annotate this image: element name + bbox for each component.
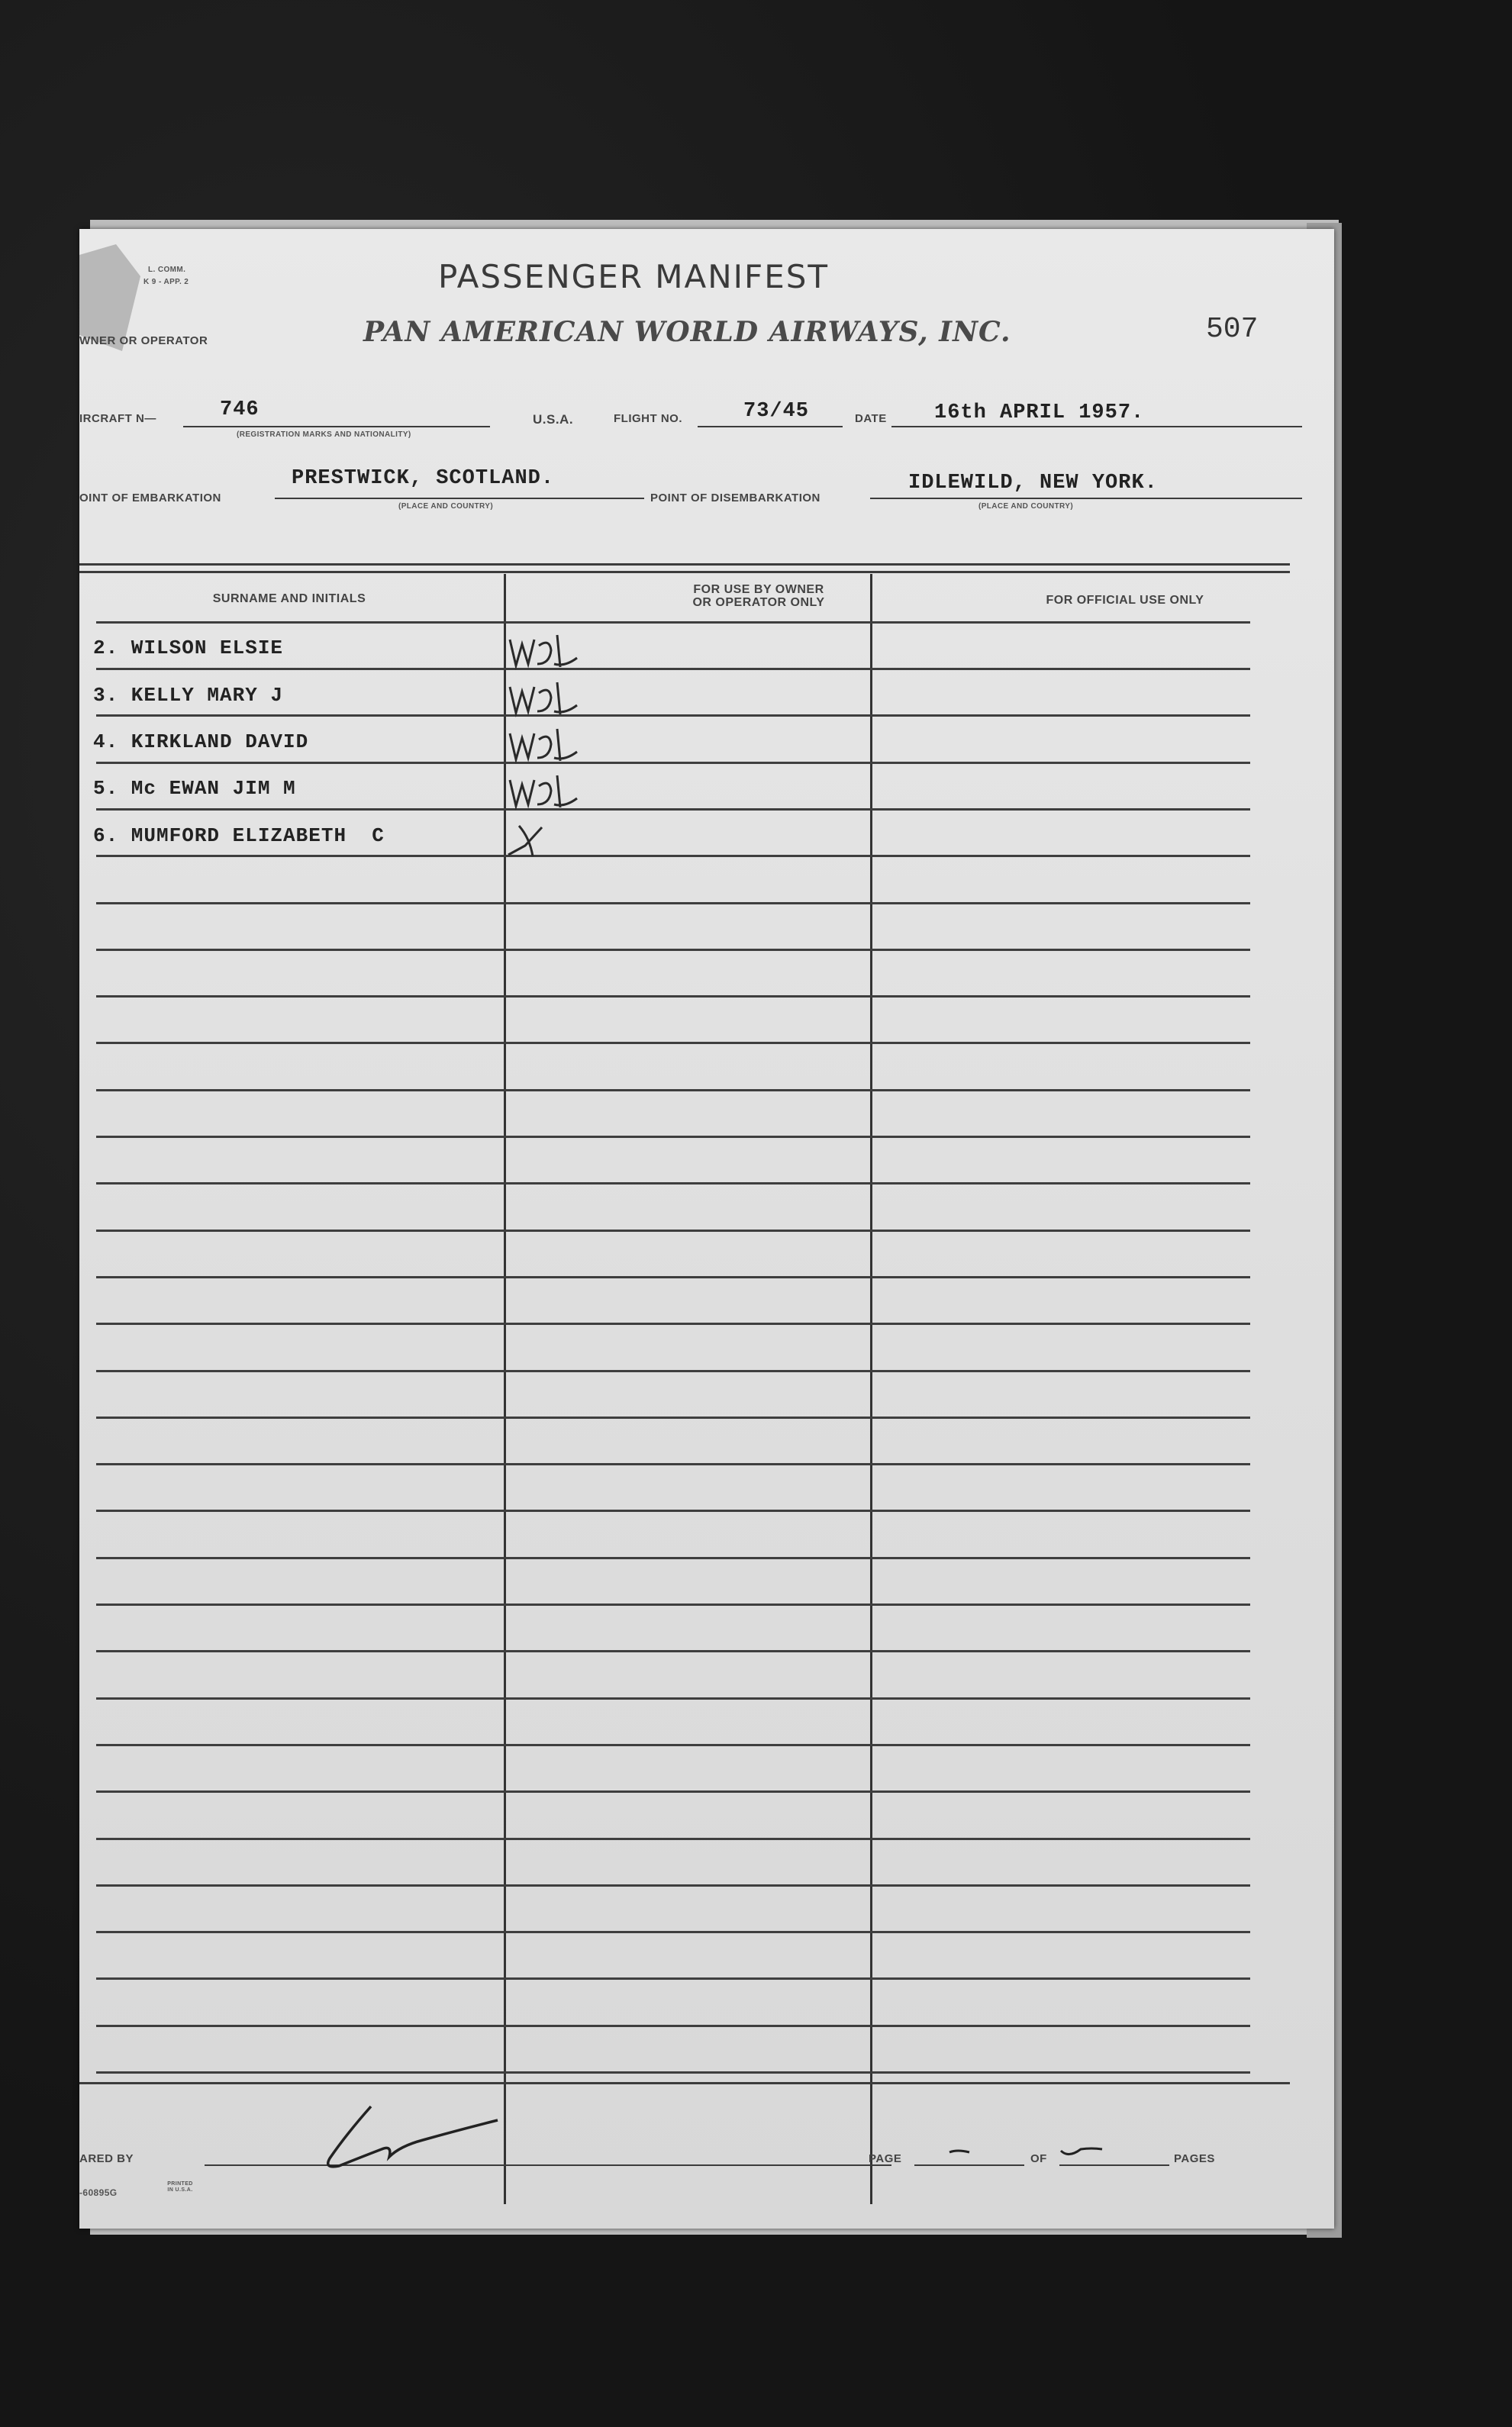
flight-value: 73/45 (743, 400, 810, 423)
table-row-line (96, 1276, 1250, 1278)
column-header-owner-use (583, 583, 934, 609)
of-label: OF (1030, 2152, 1047, 2165)
handwritten-initials-row-1 (504, 629, 588, 672)
form-code-line2: K 9 - APP. 2 (143, 278, 189, 286)
handwritten-page-marks (946, 2135, 1145, 2166)
date-value: 16th APRIL 1957. (934, 401, 1145, 424)
flight-label: FLIGHT NO. (614, 412, 682, 425)
table-row-line (96, 1697, 1250, 1700)
aircraft-label: IRCRAFT N— (79, 412, 156, 425)
table-row-line (96, 1790, 1250, 1793)
passenger-row-5: 6. MUMFORD ELIZABETH C (93, 824, 385, 847)
printed-in-usa-note: PRINTED IN U.S.A. (167, 2181, 193, 2193)
column-divider-2 (870, 574, 872, 2204)
table-row-line (96, 1650, 1250, 1652)
aircraft-sublabel: (REGISTRATION MARKS AND NATIONALITY) (237, 430, 411, 439)
table-row-line (96, 762, 1250, 764)
date-label: DATE (855, 412, 887, 425)
table-row-line (96, 995, 1250, 998)
table-row-line (96, 1370, 1250, 1372)
table-row-line (96, 1977, 1250, 1980)
pages-label: PAGES (1174, 2152, 1215, 2165)
handwritten-x-row-5 (504, 817, 588, 859)
table-row-line (96, 1838, 1250, 1840)
table-row-line (96, 1603, 1250, 1606)
table-row-line (96, 949, 1250, 951)
page-stamp-number: 507 (1206, 313, 1259, 346)
passenger-row-1: 2. WILSON ELSIE (93, 637, 284, 659)
embarkation-sublabel: (PLACE AND COUNTRY) (398, 502, 494, 511)
column-header-owner-use-line2: OR OPERATOR ONLY (692, 596, 825, 609)
column-header-owner-use-line1: FOR USE BY OWNER (693, 583, 824, 596)
passenger-row-2: 3. KELLY MARY J (93, 684, 284, 707)
table-top-rule-1 (79, 563, 1290, 566)
prepared-by-label: ARED BY (79, 2152, 134, 2165)
table-row-line (96, 1417, 1250, 1419)
table-row-line (96, 1463, 1250, 1465)
table-row-line (96, 1136, 1250, 1138)
table-top-rule-2 (79, 571, 1290, 573)
table-row-line (96, 1744, 1250, 1746)
table-row-line (96, 1931, 1250, 1933)
table-row-line (96, 1230, 1250, 1232)
table-row-line (96, 2025, 1250, 2027)
table-row-line (96, 714, 1250, 717)
handwritten-initials-row-4 (504, 769, 588, 812)
table-row-line (96, 2071, 1250, 2074)
footer-top-rule (79, 2082, 1290, 2084)
passenger-row-3: 4. KIRKLAND DAVID (93, 730, 309, 753)
disembarkation-value: IDLEWILD, NEW YORK. (908, 472, 1158, 495)
aircraft-underline (183, 426, 490, 427)
table-row-line (96, 1089, 1250, 1091)
date-underline (891, 426, 1302, 427)
signature (308, 2096, 507, 2180)
disembarkation-sublabel: (PLACE AND COUNTRY) (978, 502, 1074, 511)
table-row-line (96, 902, 1250, 904)
owner-value: PAN AMERICAN WORLD AIRWAYS, INC. (363, 316, 1011, 348)
header-bottom-rule (96, 621, 1250, 624)
prepared-by-underline (205, 2164, 891, 2166)
passenger-row-4: 5. Mc EWAN JIM M (93, 777, 296, 800)
table-row-line (96, 1510, 1250, 1512)
manifest-sheet (79, 229, 1334, 2229)
embarkation-label: OINT OF EMBARKATION (79, 492, 221, 504)
table-row-line (96, 1323, 1250, 1325)
disembarkation-label: POINT OF DISEMBARKATION (650, 492, 820, 504)
embarkation-value: PRESTWICK, SCOTLAND. (292, 467, 555, 490)
column-header-official-use: FOR OFFICIAL USE ONLY (1046, 594, 1204, 607)
handwritten-initials-row-2 (504, 676, 588, 719)
handwritten-initials-row-3 (504, 723, 588, 765)
owner-label: WNER OR OPERATOR (79, 334, 208, 347)
table-row-line (96, 1042, 1250, 1044)
table-row-line (96, 808, 1250, 811)
form-number: -60895G (79, 2187, 118, 2198)
table-row-line (96, 855, 1250, 857)
page-title: PASSENGER MANIFEST (438, 258, 830, 295)
table-row-line (96, 1884, 1250, 1887)
embarkation-underline (275, 498, 644, 499)
table-row-line (96, 1557, 1250, 1559)
disembarkation-underline (870, 498, 1302, 499)
table-row-line (96, 668, 1250, 670)
nationality-label: U.S.A. (533, 412, 574, 427)
column-header-surname: SURNAME AND INITIALS (212, 592, 366, 605)
table-row-line (96, 1182, 1250, 1184)
flight-underline (698, 426, 843, 427)
form-code-line1: L. COMM. (148, 266, 186, 274)
page-label: PAGE (869, 2152, 902, 2165)
aircraft-value: 746 (220, 398, 260, 421)
